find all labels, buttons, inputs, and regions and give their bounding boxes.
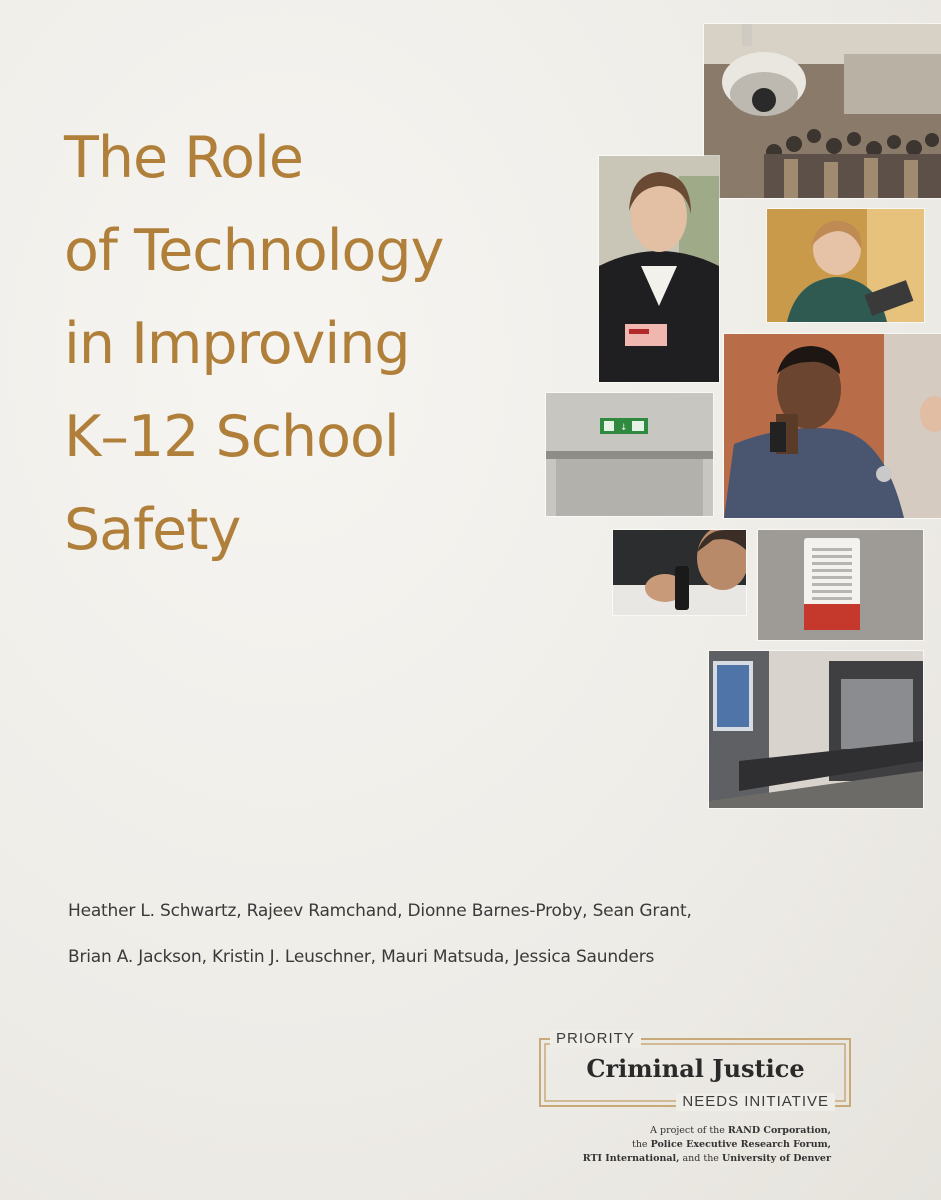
logo-priority-text: PRIORITY bbox=[550, 1030, 641, 1048]
security-camera-crowd-photo bbox=[704, 24, 941, 198]
project-org-perf: Police Executive Research Forum, bbox=[650, 1139, 831, 1150]
project-org-denver: University of Denver bbox=[721, 1153, 831, 1164]
priority-criminal-justice-logo bbox=[538, 1030, 853, 1116]
title-line: in Improving bbox=[64, 311, 410, 377]
wall-alarm-photo bbox=[758, 530, 923, 640]
student-with-tablet-photo bbox=[767, 209, 924, 322]
author-list bbox=[68, 888, 828, 980]
project-line-1 bbox=[511, 1124, 831, 1138]
logo-criminal-justice-text: Criminal Justice bbox=[586, 1054, 805, 1083]
xray-scanner-photo bbox=[709, 651, 923, 808]
exit-sign-door-photo bbox=[546, 393, 713, 516]
title-line: The Role bbox=[64, 125, 303, 191]
project-text: and the bbox=[679, 1153, 722, 1164]
project-org-rand: RAND Corporation, bbox=[727, 1125, 831, 1136]
project-text: the bbox=[632, 1139, 651, 1150]
title-line: of Technology bbox=[64, 218, 444, 284]
author-line: Heather L. Schwartz, Rajeev Ramchand, Dionne Barnes-Proby, Sean Grant, bbox=[68, 901, 692, 921]
project-note bbox=[511, 1124, 831, 1166]
svg-text:↓: ↓ bbox=[620, 423, 628, 433]
woman-with-id-badge-photo bbox=[599, 156, 719, 382]
logo-needs-initiative-text: NEEDS INITIATIVE bbox=[676, 1093, 835, 1111]
project-org-rti: RTI International, bbox=[582, 1153, 680, 1164]
title-line: K–12 School bbox=[64, 404, 399, 470]
security-officer-radio-photo bbox=[724, 334, 941, 518]
man-with-walkie-talkie-photo bbox=[613, 530, 746, 615]
project-text: A project of the bbox=[650, 1125, 728, 1136]
project-line-3 bbox=[511, 1152, 831, 1166]
cover-title bbox=[64, 112, 584, 577]
project-line-2 bbox=[511, 1138, 831, 1152]
author-line: Brian A. Jackson, Kristin J. Leuschner, Mauri Matsuda, Jessica Saunders bbox=[68, 947, 655, 967]
title-line: Safety bbox=[64, 497, 241, 563]
